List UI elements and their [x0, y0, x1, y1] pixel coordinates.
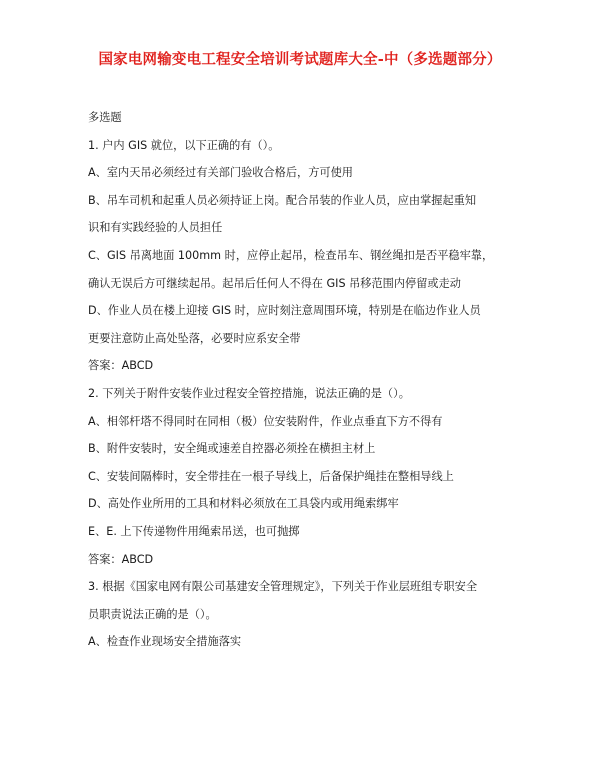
question-2-option-b: B、附件安装时，安全绳或速差自控器必须拴在横担主材上 [88, 442, 376, 456]
question-2-option-c: C、安装间隔棒时，安全带挂在一根子导线上，后备保护绳挂在整相导线上 [88, 469, 454, 483]
question-1-option-c-cont: 确认无误后方可继续起吊。起吊后任何人不得在 GIS 吊移范围内停留或走动 [88, 276, 461, 290]
question-2-option-a: A、相邻杆塔不得同时在同相（极）位安装附件，作业点垂直下方不得有 [88, 414, 443, 428]
question-1-option-a: A、室内天吊必须经过有关部门验收合格后，方可使用 [88, 166, 353, 180]
question-1-option-b-cont: 识和有实践经验的人员担任 [88, 221, 223, 235]
question-2-stem: 2. 下列关于附件安装作业过程安全管控措施，说法正确的是（）。 [88, 386, 410, 400]
question-1-option-d-cont: 更要注意防止高处坠落，必要时应系安全带 [88, 331, 301, 345]
question-1-answer: 答案：ABCD [88, 359, 154, 373]
question-1-option-b: B、吊车司机和起重人员必须持证上岗。配合吊装的作业人员，应由掌握起重知 [88, 193, 477, 207]
question-3-stem-cont: 员职责说法正确的是（）。 [88, 607, 217, 621]
question-2-option-e: E、E. 上下传递物件用绳索吊送，也可抛掷 [88, 524, 300, 538]
question-3-option-a: A、检查作业现场安全措施落实 [88, 635, 242, 649]
document-body [88, 108, 528, 660]
question-1-option-c: C、GIS 吊离地面 100mm 时，应停止起吊，检查吊车、钢丝绳扣是否平稳牢靠， [88, 248, 494, 262]
document-title: 国家电网输变电工程安全培训考试题库大全-中（多选题部分） [98, 52, 502, 68]
question-2-option-d: D、高处作业所用的工具和材料必须放在工具袋内或用绳索绑牢 [88, 497, 399, 511]
question-3-stem: 3. 根据《国家电网有限公司基建安全管理规定》，下列关于作业层班组专职安全 [88, 580, 478, 594]
question-1-stem: 1. 户内 GIS 就位，以下正确的有（）。 [88, 138, 280, 152]
section-heading: 多选题 [88, 111, 122, 124]
question-2-answer: 答案：ABCD [88, 552, 154, 566]
question-1-option-d: D、作业人员在楼上迎接 GIS 时，应时刻注意周围环境，特别是在临边作业人员 [88, 304, 481, 318]
